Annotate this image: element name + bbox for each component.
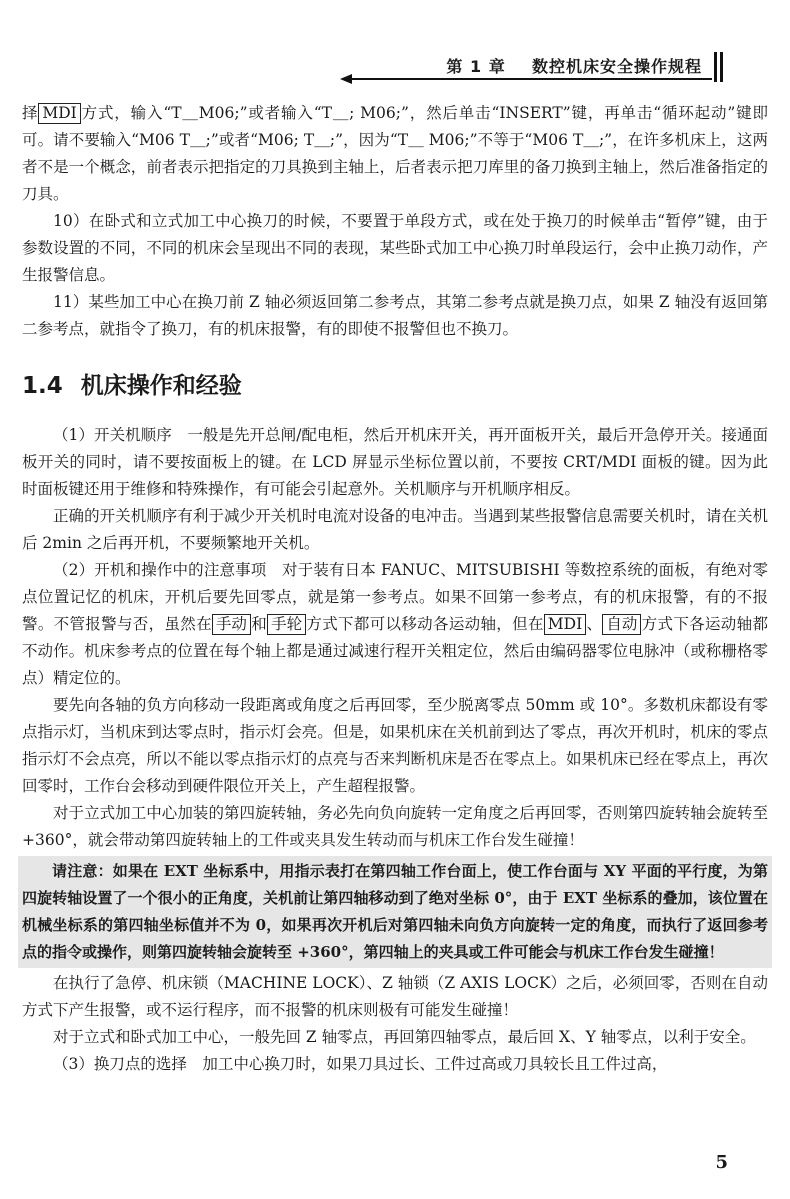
key-box-mdi: MDI (38, 103, 80, 124)
header-title (446, 54, 702, 77)
note-text: 请注意：如果在 EXT 坐标系中，用指示表打在第四轴工作台面上，使工作台面与 XY 平面的平行度，为第四旋转轴设置了一个很小的正角度，关机前让第四轴移动到了绝对坐标 0°，由于 EXT 坐标系的叠加，该位置在机械坐标系的第四轴坐标值并不为 0，如果再次开机后对第四轴未向负方向旋转一定的角度，而执行了返回参考点的指令或操作，则第四旋转轴会旋转至 +360°，第四轴上的夹具或工件可能会与机床工作台发生碰撞！ (22, 862, 768, 961)
header-rule (350, 78, 712, 80)
paragraph: 正确的开关机顺序有利于减少开关机时电流对设备的电冲击。当遇到某些报警信息需要关机时，请在关机后 2min 之后再开机，不要频繁地开关机。 (22, 507, 768, 552)
paragraph: 11）某些加工中心在换刀前 Z 轴必须返回第二参考点，其第二参考点就是换刀点，如果 Z 轴没有返回第二参考点，就指令了换刀，有的机床报警，有的即使不报警但也不换刀。 (22, 293, 768, 338)
paragraph: 在执行了急停、机床锁（MACHINE LOCK）、Z 轴锁（Z AXIS LOCK）之后，必须回零，否则在自动方式下产生报警，或不运行程序，而不报警的机床则极有可能发生碰撞！ (22, 974, 768, 1019)
header-bars-icon (714, 52, 726, 82)
text: 方式下都可以移动各运动轴，但在 (306, 615, 544, 633)
note-box (18, 856, 772, 968)
paragraph: 对于立式加工中心加装的第四旋转轴，务必先向负向旋转一定角度之后再回零，否则第四旋转轴会旋转至 +360°，就会带动第四旋转轴上的工件或夹具发生转动而与机床工作台发生碰撞！ (22, 804, 768, 849)
text: 和 (250, 615, 268, 633)
text: 方式下各运动轴都不动作。机床参考点的位置在每个轴上都是通过减速行程开关粗定位，然后由编码器零位电脉冲（或称栅格零点）精定位的。 (22, 615, 768, 687)
section-title: 机床操作和经验 (80, 373, 242, 399)
key-box-handwheel: 手轮 (267, 614, 306, 635)
text: 择 (22, 104, 39, 122)
section-heading (22, 367, 768, 400)
paragraph: 10）在卧式和立式加工中心换刀的时候，不要置于单段方式，或在处于换刀的时候单击“暂停”键，由于参数设置的不同，不同的机床会呈现出不同的表现，某些卧式加工中心换刀时单段运行，会中止换刀动作，产生报警信息。 (22, 212, 768, 284)
text: 方式，输入“T＿M06;”或者输入“T＿; M06;”，然后单击“INSERT”键，再单击“循环起动”键即可。请不要输入“M06 T＿;”或者“M06; T＿;”，因为“T＿ M06;”不等于“M06 T＿;”，在许多机床上，这两者不是一个概念，前者表示把指定的刀具换到主轴上，后者表示把刀库里的备刀换到主轴上，然后准备指定的刀具。 (22, 104, 768, 203)
paragraph: 对于立式和卧式加工中心，一般先回 Z 轴零点，再回第四轴零点，最后回 X、Y 轴零点，以利于安全。 (53, 1028, 756, 1046)
text: 、 (586, 615, 603, 633)
header-chapter-title: 数控机床安全操作规程 (531, 57, 702, 76)
paragraph: （1）开关机顺序 一般是先开总闸/配电柜，然后开机床开关，再开面板开关，最后开急停开关。接通面板开关的同时，请不要按面板上的键。在 LCD 屏显示坐标位置以前，不要按 CRT/MDI 面板的键。因为此时面板键还用于维修和特殊操作，有可能会引起意外。关机顺序与开机顺序相反。 (22, 426, 768, 498)
key-box-auto: 自动 (602, 614, 641, 635)
paragraph (22, 100, 768, 208)
page-number: 5 (715, 1152, 728, 1173)
page-body (22, 100, 768, 1078)
header-chapter: 第 1 章 (446, 57, 506, 76)
key-box-manual: 手动 (212, 614, 251, 635)
paragraph: （3）换刀点的选择 加工中心换刀时，如果刀具过长、工件过高或刀具较长且工件过高， (53, 1055, 668, 1073)
running-header (340, 52, 712, 82)
text: （2）开机和操作中的注意事项 对于装有日本 FANUC、MITSUBISHI 等数控系统的面板，有绝对零点位置记忆的机床，开机后要先回零点，就是第一参考点。如果不回第一参考点，有的机床报警，有的不报警。不管报警与否，虽然在 (22, 561, 768, 633)
key-box-mdi: MDI (544, 614, 586, 635)
section-number: 1.4 (22, 373, 63, 399)
paragraph (22, 557, 768, 692)
paragraph: 要先向各轴的负方向移动一段距离或角度之后再回零，至少脱离零点 50mm 或 10°。多数机床都设有零点指示灯，当机床到达零点时，指示灯会亮。但是，如果机床在关机前到达了零点，再次开机时，机床的零点指示灯不会点亮，所以不能以零点指示灯的点亮与否来判断机床是否在零点上。如果机床已经在零点上，再次回零时，工作台会移动到硬件限位开关上，产生超程报警。 (22, 696, 768, 795)
